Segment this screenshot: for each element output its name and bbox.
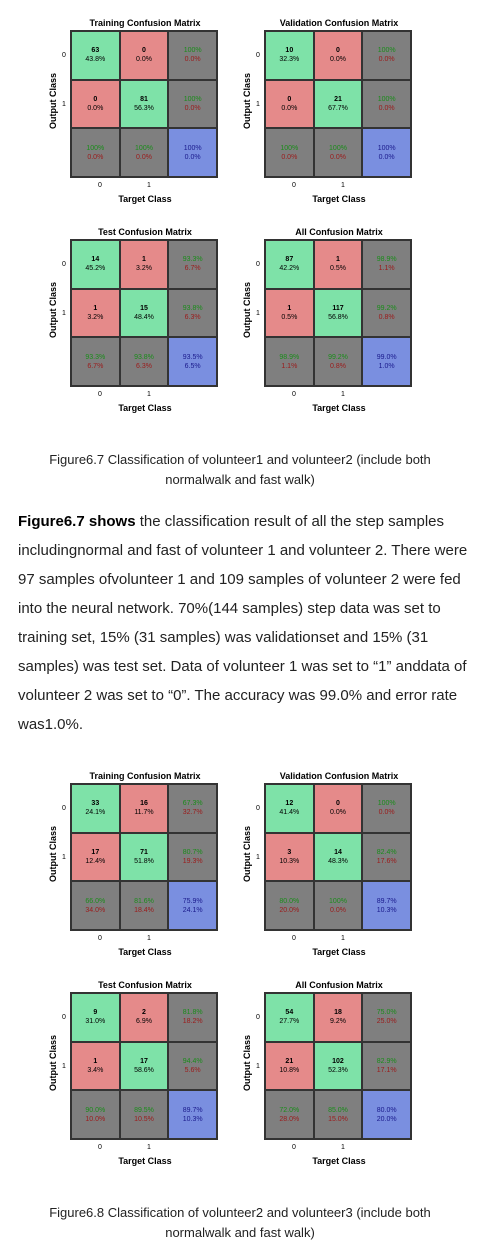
matrix-cell [71, 289, 120, 338]
y-tick-label: 1 [256, 310, 260, 317]
y-tick-label: 0 [256, 1014, 260, 1021]
percent-value: 3.2% [87, 313, 104, 321]
error-value: 20.0% [376, 1115, 397, 1123]
matrix-cell [314, 289, 363, 338]
count-value: 10 [285, 47, 294, 55]
matrix-title: Training Confusion Matrix [89, 18, 201, 28]
percent-value: 51.8% [134, 857, 154, 865]
accuracy-value: 80.7% [182, 848, 203, 856]
x-tick-label: 0 [98, 391, 102, 398]
matrix-cell [362, 128, 411, 177]
matrix-cell [362, 80, 411, 129]
count-value: 21 [285, 1057, 294, 1065]
y-axis-label: Output Class [48, 73, 58, 130]
percent-value: 12.4% [85, 857, 106, 865]
count-value: 14 [91, 256, 100, 264]
accuracy-value: 90.0% [85, 1106, 106, 1114]
matrix-cell [71, 993, 120, 1042]
accuracy-value: 100% [280, 144, 299, 152]
matrix-cell [168, 31, 217, 80]
count-value: 54 [285, 1009, 294, 1017]
matrix-title: Training Confusion Matrix [89, 771, 201, 781]
matrix-cell [71, 784, 120, 833]
percent-value: 3.2% [136, 265, 152, 273]
accuracy-value: 89.7% [376, 897, 397, 905]
matrix-cell [362, 993, 411, 1042]
matrix-cell [265, 993, 314, 1042]
percent-value: 0.0% [330, 809, 346, 817]
matrix-title: All Confusion Matrix [295, 980, 383, 990]
error-value: 17.6% [376, 857, 397, 865]
x-tick-label: 1 [341, 182, 345, 189]
percent-value: 32.3% [279, 56, 300, 64]
y-tick-label: 0 [256, 52, 260, 59]
error-value: 28.0% [279, 1115, 300, 1123]
matrix-cell [362, 31, 411, 80]
accuracy-value: 100% [377, 800, 396, 808]
error-value: 0.0% [136, 153, 152, 161]
accuracy-value: 99.0% [376, 353, 397, 361]
count-value: 16 [140, 800, 148, 808]
error-value: 0.0% [184, 56, 201, 64]
matrix-cell [168, 289, 217, 338]
matrix-cell [362, 240, 411, 289]
matrix-cell [120, 1090, 169, 1139]
x-axis-label: Target Class [118, 947, 172, 957]
matrix-cell [120, 1042, 169, 1091]
error-value: 6.3% [184, 313, 201, 321]
matrix-cell [265, 128, 314, 177]
accuracy-value: 100% [377, 47, 396, 55]
x-tick-label: 0 [98, 182, 102, 189]
y-tick-label: 0 [62, 52, 66, 59]
figure-6-8-caption: Figure6.8 Classification of volunteer2 and volunteer3 (include both normalwalk and fast walk) [49, 1205, 431, 1240]
x-tick-label: 1 [147, 182, 151, 189]
accuracy-value: 85.0% [328, 1106, 348, 1114]
accuracy-value: 82.9% [376, 1057, 397, 1065]
matrix-title: Test Confusion Matrix [98, 980, 192, 990]
matrix-cell [265, 80, 314, 129]
count-value: 12 [285, 800, 294, 808]
accuracy-value: 100% [86, 144, 105, 152]
y-axis-label: Output Class [242, 282, 252, 339]
matrix-cell [168, 833, 217, 882]
accuracy-value: 99.2% [376, 304, 397, 312]
matrix-cell [168, 80, 217, 129]
y-tick-label: 1 [62, 101, 66, 108]
x-axis-label: Target Class [312, 403, 366, 413]
error-value: 24.1% [182, 906, 203, 914]
percent-value: 52.3% [328, 1066, 348, 1074]
count-value: 0 [287, 95, 292, 103]
x-tick-label: 1 [147, 935, 151, 942]
x-tick-label: 0 [292, 391, 296, 398]
x-axis-label: Target Class [312, 1156, 366, 1166]
y-tick-label: 0 [62, 261, 66, 268]
x-axis-label: Target Class [118, 1156, 172, 1166]
matrix-cell [314, 784, 363, 833]
accuracy-value: 75.0% [376, 1009, 397, 1017]
y-tick-label: 0 [62, 1014, 66, 1021]
percent-value: 41.4% [279, 809, 300, 817]
matrix-grid [264, 30, 412, 178]
error-value: 0.0% [330, 906, 346, 914]
matrix-cell [120, 784, 169, 833]
matrix-cell [71, 240, 120, 289]
error-value: 34.0% [85, 906, 106, 914]
matrix-cell [168, 1090, 217, 1139]
count-value: 21 [334, 95, 342, 103]
count-value: 81 [140, 95, 148, 103]
error-value: 0.0% [87, 153, 104, 161]
percent-value: 0.5% [281, 313, 298, 321]
matrix-cell [314, 1090, 363, 1139]
matrix-title: All Confusion Matrix [295, 227, 383, 237]
error-value: 1.1% [281, 362, 298, 370]
accuracy-value: 93.3% [182, 256, 203, 264]
matrix-cell [314, 881, 363, 930]
accuracy-value: 100% [183, 95, 202, 103]
error-value: 0.0% [378, 56, 395, 64]
matrix-cell [265, 240, 314, 289]
matrix-title: Validation Confusion Matrix [279, 18, 399, 28]
matrix-cell [71, 1042, 120, 1091]
count-value: 1 [287, 304, 292, 312]
accuracy-value: 100% [183, 47, 202, 55]
matrix-cell [71, 80, 120, 129]
accuracy-value: 89.7% [182, 1106, 203, 1114]
count-value: 1 [142, 256, 146, 264]
percent-value: 0.0% [87, 104, 104, 112]
percent-value: 9.2% [330, 1018, 346, 1026]
x-tick-label: 0 [98, 1144, 102, 1151]
percent-value: 42.2% [279, 265, 300, 273]
x-tick-label: 0 [292, 182, 296, 189]
percent-value: 0.5% [330, 265, 346, 273]
error-value: 17.1% [376, 1066, 397, 1074]
accuracy-value: 82.4% [376, 848, 397, 856]
matrix-cell [362, 881, 411, 930]
accuracy-value: 80.0% [279, 897, 300, 905]
matrix-cell [265, 833, 314, 882]
all-confusion-matrix-fig68 [234, 980, 434, 1180]
error-value: 0.0% [281, 153, 298, 161]
error-value: 0.0% [184, 104, 201, 112]
x-tick-label: 0 [98, 935, 102, 942]
matrix-cell [314, 833, 363, 882]
percent-value: 43.8% [85, 56, 106, 64]
count-value: 71 [140, 848, 148, 856]
y-axis-label: Output Class [242, 826, 252, 883]
matrix-grid [70, 783, 218, 931]
x-axis-label: Target Class [312, 194, 366, 204]
x-axis-label: Target Class [312, 947, 366, 957]
matrix-cell [362, 289, 411, 338]
matrix-cell [71, 31, 120, 80]
error-value: 32.7% [182, 809, 203, 817]
error-value: 0.0% [378, 104, 395, 112]
matrix-cell [71, 881, 120, 930]
matrix-cell [71, 128, 120, 177]
count-value: 14 [334, 848, 342, 856]
percent-value: 27.7% [279, 1018, 300, 1026]
training-confusion-matrix-fig68 [40, 771, 240, 971]
matrix-grid [264, 783, 412, 931]
matrix-cell [265, 337, 314, 386]
y-tick-label: 0 [256, 805, 260, 812]
count-value: 1 [93, 1057, 98, 1065]
matrix-title: Validation Confusion Matrix [279, 771, 399, 781]
accuracy-value: 89.5% [134, 1106, 154, 1114]
paragraph-lead: Figure6.7 shows [18, 513, 136, 530]
y-tick-label: 0 [256, 261, 260, 268]
error-value: 10.3% [376, 906, 397, 914]
matrix-cell [71, 1090, 120, 1139]
percent-value: 10.3% [279, 857, 300, 865]
count-value: 18 [334, 1009, 342, 1017]
accuracy-value: 93.3% [85, 353, 106, 361]
matrix-grid [264, 239, 412, 387]
y-axis-label: Output Class [48, 1035, 58, 1092]
x-axis-label: Target Class [118, 403, 172, 413]
percent-value: 3.4% [87, 1066, 104, 1074]
matrix-cell [314, 1042, 363, 1091]
y-tick-label: 1 [62, 854, 66, 861]
accuracy-value: 99.2% [328, 353, 348, 361]
percent-value: 58.6% [134, 1066, 154, 1074]
error-value: 18.4% [134, 906, 154, 914]
count-value: 117 [332, 304, 344, 312]
count-value: 9 [93, 1009, 98, 1017]
count-value: 0 [336, 47, 340, 55]
matrix-cell [265, 289, 314, 338]
percent-value: 31.0% [85, 1018, 106, 1026]
percent-value: 0.0% [330, 56, 346, 64]
matrix-cell [168, 993, 217, 1042]
accuracy-value: 100% [135, 144, 153, 152]
error-value: 19.3% [182, 857, 203, 865]
accuracy-value: 81.6% [134, 897, 154, 905]
matrix-cell [120, 337, 169, 386]
x-tick-label: 0 [292, 935, 296, 942]
accuracy-value: 100% [183, 144, 202, 152]
count-value: 33 [91, 800, 100, 808]
error-value: 15.0% [328, 1115, 348, 1123]
matrix-cell [362, 337, 411, 386]
all-confusion-matrix-fig67 [234, 227, 434, 427]
error-value: 1.1% [378, 265, 395, 273]
y-tick-label: 1 [256, 101, 260, 108]
matrix-cell [362, 1090, 411, 1139]
count-value: 0 [93, 95, 98, 103]
matrix-cell [120, 240, 169, 289]
error-value: 0.0% [184, 153, 201, 161]
accuracy-value: 93.8% [134, 353, 154, 361]
matrix-title: Test Confusion Matrix [98, 227, 192, 237]
error-value: 10.0% [85, 1115, 106, 1123]
count-value: 1 [336, 256, 340, 264]
matrix-cell [168, 240, 217, 289]
matrix-cell [314, 80, 363, 129]
matrix-cell [265, 1042, 314, 1091]
matrix-grid [70, 992, 218, 1140]
percent-value: 6.9% [136, 1018, 152, 1026]
x-tick-label: 1 [341, 1144, 345, 1151]
matrix-cell [265, 784, 314, 833]
percent-value: 0.0% [136, 56, 152, 64]
matrix-cell [265, 1090, 314, 1139]
y-tick-label: 1 [256, 1063, 260, 1070]
matrix-cell [120, 833, 169, 882]
y-axis-label: Output Class [48, 826, 58, 883]
accuracy-value: 72.0% [279, 1106, 300, 1114]
test-confusion-matrix-fig67 [40, 227, 240, 427]
matrix-cell [120, 993, 169, 1042]
matrix-cell [168, 1042, 217, 1091]
error-value: 18.2% [182, 1018, 203, 1026]
error-value: 0.8% [330, 362, 346, 370]
accuracy-value: 66.0% [85, 897, 106, 905]
percent-value: 56.8% [328, 313, 348, 321]
y-axis-label: Output Class [242, 1035, 252, 1092]
matrix-grid [264, 992, 412, 1140]
x-tick-label: 1 [341, 391, 345, 398]
count-value: 0 [336, 800, 340, 808]
matrix-cell [314, 993, 363, 1042]
percent-value: 48.3% [328, 857, 348, 865]
y-axis-label: Output Class [242, 73, 252, 130]
error-value: 20.0% [279, 906, 300, 914]
matrix-grid [70, 30, 218, 178]
count-value: 15 [140, 304, 148, 312]
error-value: 5.6% [184, 1066, 201, 1074]
paragraph-text: the classification result of all the step samples includingnormal and fast of volunteer 1 and volunteer 2. There were 97 samples ofvolunteer 1 and 109 samples of volunteer 2 were fed into the neural network. 70%(144 samples) step data was set to training set, 15% (31 samples) was validationset and 15% (31 samples) was test set. Data of volunteer 1 was set to “1” anddata of volunteer 2 was set to “0”. The accuracy was 99.0% and error rate was1.0%. [18, 513, 468, 733]
error-value: 10.5% [134, 1115, 154, 1123]
accuracy-value: 100% [329, 897, 347, 905]
accuracy-value: 81.8% [182, 1009, 203, 1017]
matrix-cell [168, 128, 217, 177]
error-value: 0.8% [378, 313, 395, 321]
y-axis-label: Output Class [48, 282, 58, 339]
matrix-grid [70, 239, 218, 387]
matrix-cell [362, 784, 411, 833]
error-value: 0.0% [378, 809, 395, 817]
error-value: 0.0% [330, 153, 346, 161]
y-tick-label: 1 [62, 1063, 66, 1070]
accuracy-value: 67.3% [182, 800, 203, 808]
percent-value: 11.7% [134, 809, 154, 817]
body-paragraph [18, 507, 468, 739]
error-value: 1.0% [378, 362, 395, 370]
percent-value: 10.8% [279, 1066, 300, 1074]
x-tick-label: 1 [341, 935, 345, 942]
x-axis-label: Target Class [118, 194, 172, 204]
matrix-cell [314, 31, 363, 80]
count-value: 2 [142, 1009, 146, 1017]
matrix-cell [120, 80, 169, 129]
test-confusion-matrix-fig68 [40, 980, 240, 1180]
percent-value: 24.1% [85, 809, 106, 817]
matrix-cell [120, 289, 169, 338]
accuracy-value: 94.4% [182, 1057, 203, 1065]
y-tick-label: 0 [62, 805, 66, 812]
accuracy-value: 100% [329, 144, 347, 152]
accuracy-value: 100% [377, 144, 396, 152]
error-value: 6.7% [87, 362, 104, 370]
error-value: 0.0% [378, 153, 395, 161]
y-tick-label: 1 [62, 310, 66, 317]
validation-confusion-matrix-fig67 [234, 18, 434, 218]
count-value: 87 [285, 256, 294, 264]
count-value: 17 [91, 848, 100, 856]
count-value: 0 [142, 47, 146, 55]
matrix-cell [168, 881, 217, 930]
percent-value: 67.7% [328, 104, 348, 112]
accuracy-value: 80.0% [376, 1106, 397, 1114]
count-value: 1 [93, 304, 98, 312]
error-value: 6.3% [136, 362, 152, 370]
percent-value: 56.3% [134, 104, 154, 112]
matrix-cell [265, 881, 314, 930]
training-confusion-matrix-fig67 [40, 18, 240, 218]
error-value: 6.7% [184, 265, 201, 273]
percent-value: 45.2% [85, 265, 106, 273]
accuracy-value: 93.8% [182, 304, 203, 312]
matrix-cell [314, 337, 363, 386]
x-tick-label: 1 [147, 1144, 151, 1151]
matrix-cell [120, 31, 169, 80]
matrix-cell [71, 337, 120, 386]
matrix-cell [120, 128, 169, 177]
matrix-cell [314, 240, 363, 289]
accuracy-value: 98.9% [376, 256, 397, 264]
x-tick-label: 0 [292, 1144, 296, 1151]
matrix-cell [314, 128, 363, 177]
error-value: 10.3% [182, 1115, 203, 1123]
accuracy-value: 98.9% [279, 353, 300, 361]
accuracy-value: 93.5% [182, 353, 203, 361]
matrix-cell [168, 337, 217, 386]
count-value: 17 [140, 1057, 148, 1065]
x-tick-label: 1 [147, 391, 151, 398]
matrix-cell [168, 784, 217, 833]
percent-value: 0.0% [281, 104, 298, 112]
matrix-cell [362, 833, 411, 882]
count-value: 63 [91, 47, 100, 55]
validation-confusion-matrix-fig68 [234, 771, 434, 971]
matrix-cell [265, 31, 314, 80]
count-value: 102 [332, 1057, 344, 1065]
error-value: 25.0% [376, 1018, 397, 1026]
accuracy-value: 75.9% [182, 897, 203, 905]
percent-value: 48.4% [134, 313, 154, 321]
count-value: 3 [287, 848, 292, 856]
matrix-cell [120, 881, 169, 930]
matrix-cell [362, 1042, 411, 1091]
accuracy-value: 100% [377, 95, 396, 103]
error-value: 6.5% [184, 362, 201, 370]
matrix-cell [71, 833, 120, 882]
figure-6-7-caption: Figure6.7 Classification of volunteer1 and volunteer2 (include both normalwalk and fast walk) [49, 452, 431, 487]
y-tick-label: 1 [256, 854, 260, 861]
